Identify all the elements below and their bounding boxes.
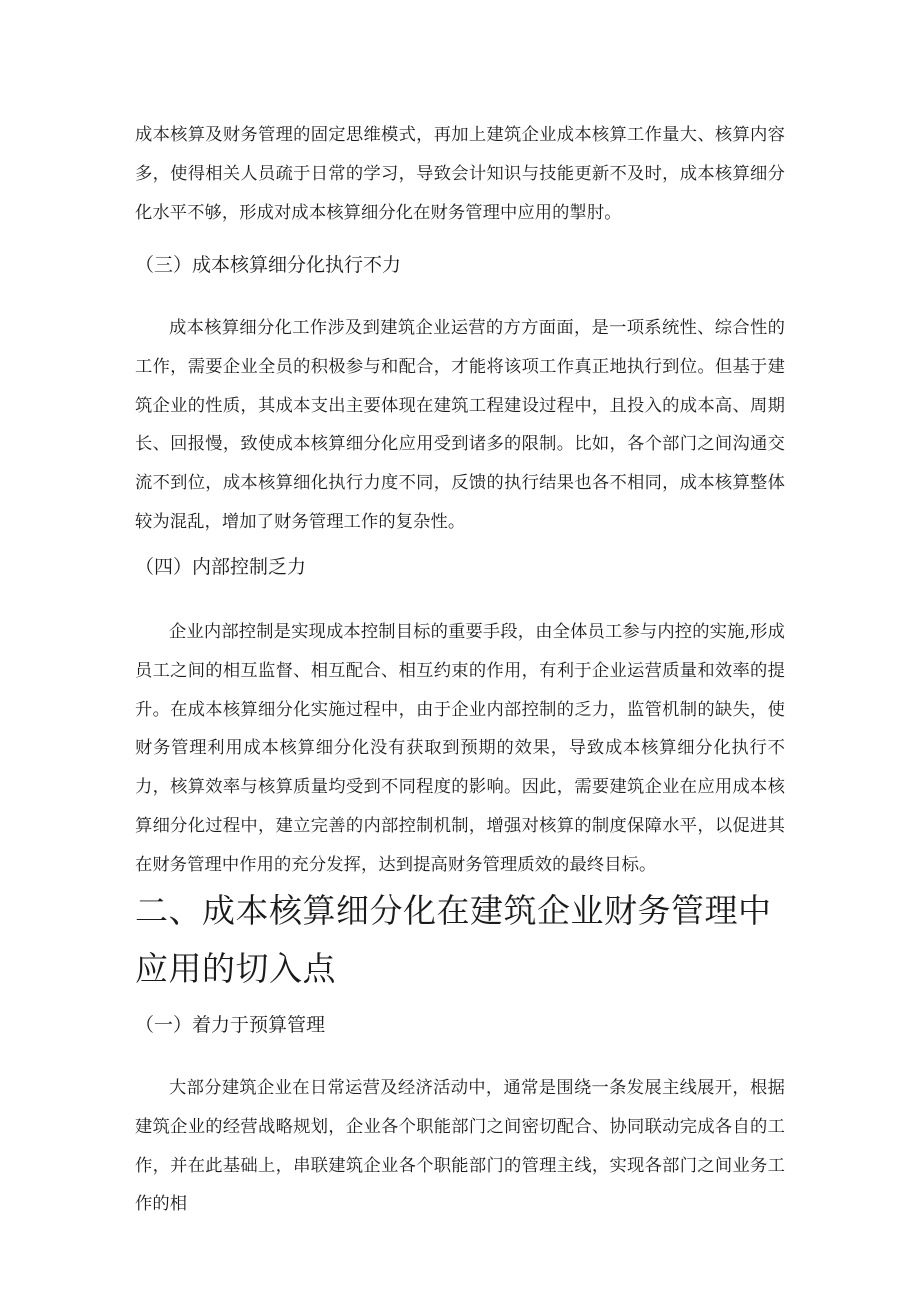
section-title-entry-points: 二、成本核算细分化在建筑企业财务管理中应用的切入点 xyxy=(135,891,772,988)
paragraph-continuation: 成本核算及财务管理的固定思维模式，再加上建筑企业成本核算工作量大、核算内容多，使得相关人员疏于日常的学习，导致会计知识与技能更新不及时，成本核算细分化水平不够，形成对成本核算细分化在财务管理中应用的掣肘。 xyxy=(135,125,785,223)
heading-internal-control: （四）内部控制乏力 xyxy=(135,556,307,578)
paragraph-budget-management: 大部分建筑企业在日常运营及经济活动中，通常是围绕一条发展主线展开，根据建筑企业的经营战略规划，企业各个职能部门之间密切配合、协同联动完成各自的工作，并在此基础上，串联建筑企业各个职能部门的管理主线，实现各部门之间业务工作的相 xyxy=(135,1078,785,1215)
heading-cost-accounting-execution: （三）成本核算细分化执行不力 xyxy=(135,254,402,276)
heading-budget-management: （一）着力于预算管理 xyxy=(135,1014,326,1036)
paragraph-internal-control: 企业内部控制是实现成本控制目标的重要手段，由全体员工参与内控的实施,形成员工之间的相互监督、相互配合、相互约束的作用，有利于企业运营质量和效率的提升。在成本核算细分化实施过程中，由于企业内部控制的乏力，监管机制的缺失，使财务管理利用成本核算细分化没有获取到预期的效果，导致成本核算细分化执行不力，核算效率与核算质量均受到不同程度的影响。因此，需要建筑企业在应用成本核算细分化过程中，建立完善的内部控制机制，增强对核算的制度保障水平，以促进其在财务管理中作用的充分发挥，达到提高财务管理质效的最终目标。 xyxy=(135,622,785,875)
paragraph-execution: 成本核算细分化工作涉及到建筑企业运营的方方面面，是一项系统性、综合性的工作，需要企业全员的积极参与和配合，才能将该项工作真正地执行到位。但基于建筑企业的性质，其成本支出主要体现在建筑工程建设过程中，且投入的成本高、周期长、回报慢，致使成本核算细分化应用受到诸多的限制。比如，各个部门之间沟通交流不到位，成本核算细化执行力度不同，反馈的执行结果也各不相同，成本核算整体较为混乱，增加了财务管理工作的复杂性。 xyxy=(135,318,785,532)
